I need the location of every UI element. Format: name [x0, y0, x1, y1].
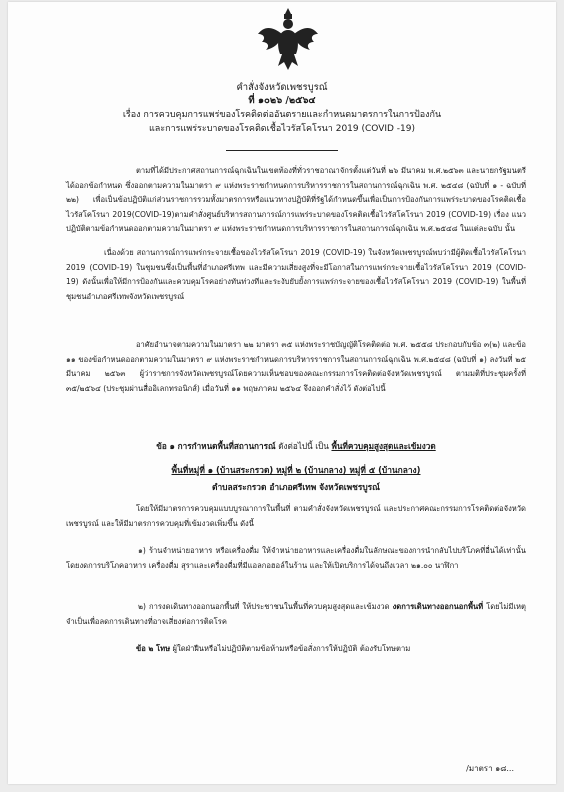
paragraph-background: ตามที่ได้มีประกาศสถานการณ์ฉุกเฉินในเขตท้องที่ทั่วราชอาณาจักรตั้งแต่วันที่ ๒๖ มีนาคม พ.ศ.๒๕๖๓ และนายกรัฐมนตรีได้ออกข้อกำหนด ซึ่งออกตามความในมาตรา ๙ แห่งพระราชกำหนดการบริหารราชการในสถานการณ์ฉุกเฉิน พ.ศ. ๒๕๔๘ (ฉบับที่ ๑ - ฉบับที่ ๒๒) เพื่อเป็นข้อปฏิบัติแก่ส่วนราชการรวมทั้งมาตรการหรือแนวทางปฏิบัติที่รัฐได้กำหนดขึ้นเพื่อเป็นการป้องกันการแพร่ระบาดของโรคติดเชื้อไวรัสโคโรนา 2019(COVID-19)ตามคำสั่งศูนย์บริหารสถานการณ์การแพร่ระบาดของโรคติดเชื้อไวรัสโคโรนา 2019 (COVID-19) เรื่อง แนวปฏิบัติตามข้อกำหนดออกตามความในมาตรา ๙ แห่งพระราชกำหนดการบริหารราชการในสถานการณ์ฉุกเฉิน พ.ศ.๒๕๔๘ ในแต่ละฉบับ นั้น — [66, 166, 526, 234]
paragraph-measure-2 — [66, 600, 526, 629]
paragraph-situation: เนื่องด้วย สถานการณ์การแพร่กระจายเชื้อของไวรัสโคโรนา 2019 (COVID-19) ในจังหวัดเพชรบูรณ์พบว่ามีผู้ติดเชื้อไวรัสโคโรนา 2019 (COVID-19) ในชุมชนซึ่งเป็นพื้นที่อำเภอศรีเทพ และมีความเสี่ยงสูงที่จะมีโอกาสในการแพร่กระจายเชื้อไวรัสโคโรนา 2019 (COVID-19) ดังนั้นเพื่อให้มีการป้องกันและควบคุมโรคอย่างทันท่วงทีและระงับยับยั้งการแพร่กระจายของเชื้อไวรัสโคโรนา 2019 (COVID-19) ในพื้นที่ชุมชนอำเภอศรีเทพจังหวัดเพชรบูรณ์ — [66, 248, 526, 301]
area-district: ตำบลสระกรวด อำเภอศรีเทพ จังหวัดเพชรบูรณ์ — [212, 482, 380, 492]
paragraph-penalty — [66, 642, 526, 657]
controlled-areas — [66, 462, 526, 496]
section-1-area-type: พื้นที่ควบคุมสูงสุดและเข้มงวด — [331, 441, 436, 451]
divider — [226, 150, 338, 151]
section-2-label: ข้อ ๒ โทษ — [136, 644, 171, 653]
paragraph-measures: โดยให้มีมาตรการควบคุมแบบบูรณาการในพื้นที่ ตามคำสั่งจังหวัดเพชรบูรณ์ และประกาศคณะกรรมการโรคติดต่อจังหวัดเพชรบูรณ์ และให้มีมาตรการควบคุมที่เข้มงวดเพิ่มขึ้น ดังนี้ — [66, 504, 526, 528]
order-title: คำสั่งจังหวัดเพชรบูรณ์ — [236, 82, 328, 93]
measure-2-tail: โดยไม่มีเหตุจำเป็นเพื่อลดการเดินทางที่อาจเสี่ยงต่อการติดโรค — [66, 602, 526, 626]
paragraph-measure-1: ๑) ร้านจำหน่ายอาหาร หรือเครื่องดื่ม ให้จำหน่ายอาหารและเครื่องดื่มในลักษณะของการนำกลับไปบริโภคที่อื่นได้เท่านั้น โดยงดการบริโภคอาหาร เครื่องดื่ม สุราและเครื่องดื่มที่มีแอลกอฮอล์ในร้าน และให้เปิดบริการได้จนถึงเวลา ๒๑.๐๐ นาฬิกา — [66, 546, 526, 570]
measure-2-bold: งดการเดินทางออกนอกพื้นที่ — [392, 602, 484, 611]
subject-line-1: เรื่อง การควบคุมการแพร่ของโรคติดต่ออันตรายและกำหนดมาตรการในการป้องกัน — [122, 110, 442, 120]
order-subject — [8, 108, 556, 136]
order-number: ที่ ๑๐๒๖ /๒๕๖๔ — [248, 95, 316, 106]
penalty-text: ผู้ใดฝ่าฝืนหรือไม่ปฏิบัติตามข้อห้ามหรือข้อสั่งการให้ปฏิบัติ ต้องรับโทษตาม — [170, 644, 411, 653]
section-1-mid: ดังต่อไปนี้ เป็น — [275, 441, 332, 451]
measure-2-text: ๒) การงดเดินทางออกนอกพื้นที่ ให้ประชาชนในพื้นที่ควบคุมสูงสุดและเข้มงวด — [138, 602, 390, 611]
paragraph-authority: อาศัยอำนาจตามความในมาตรา ๒๒ มาตรา ๓๕ แห่งพระราชบัญญัติโรคติดต่อ พ.ศ. ๒๕๕๘ ประกอบกับข้อ ๓(๒) และข้อ ๑๑ ของข้อกำหนดออกตามความในมาตรา ๙ แห่งพระราชกำหนดการบริหารราชการในสถานการณ์ฉุกเฉิน พ.ศ.๒๕๔๘ (ฉบับที่ ๑) ลงวันที่ ๒๕ มีนาคม ๒๕๖๓ ผู้ว่าราชการจังหวัดเพชรบูรณ์โดยความเห็นชอบของคณะกรรมการโรคติดต่อจังหวัดเพชรบูรณ์ ตามมติที่ประชุมครั้งที่ ๓๕/๒๕๖๔ (ประชุมผ่านสื่ออิเลกทรอนิกส์) เมื่อวันที่ ๑๑ พฤษภาคม ๒๕๖๔ จึงออกคำสั่งไว้ ดังต่อไปนี้ — [66, 340, 526, 393]
document-page — [8, 2, 556, 784]
section-1-heading — [66, 440, 526, 453]
garuda-emblem-icon — [256, 4, 320, 74]
section-1-label: ข้อ ๑ การกำหนดพื้นที่สถานการณ์ — [156, 441, 276, 451]
area-villages: พื้นที่หมู่ที่ ๑ (บ้านสระกรวด) หมู่ที่ ๒ (บ้านกลาง) หมู่ที่ ๕ (บ้านกลาง) — [171, 465, 421, 475]
subject-line-2: และการแพร่ระบาดของโรคติดเชื้อไวรัสโคโรนา 2019 (COVID -19) — [148, 124, 416, 134]
continuation-marker: /มาตรา ๑๘... — [466, 764, 514, 773]
